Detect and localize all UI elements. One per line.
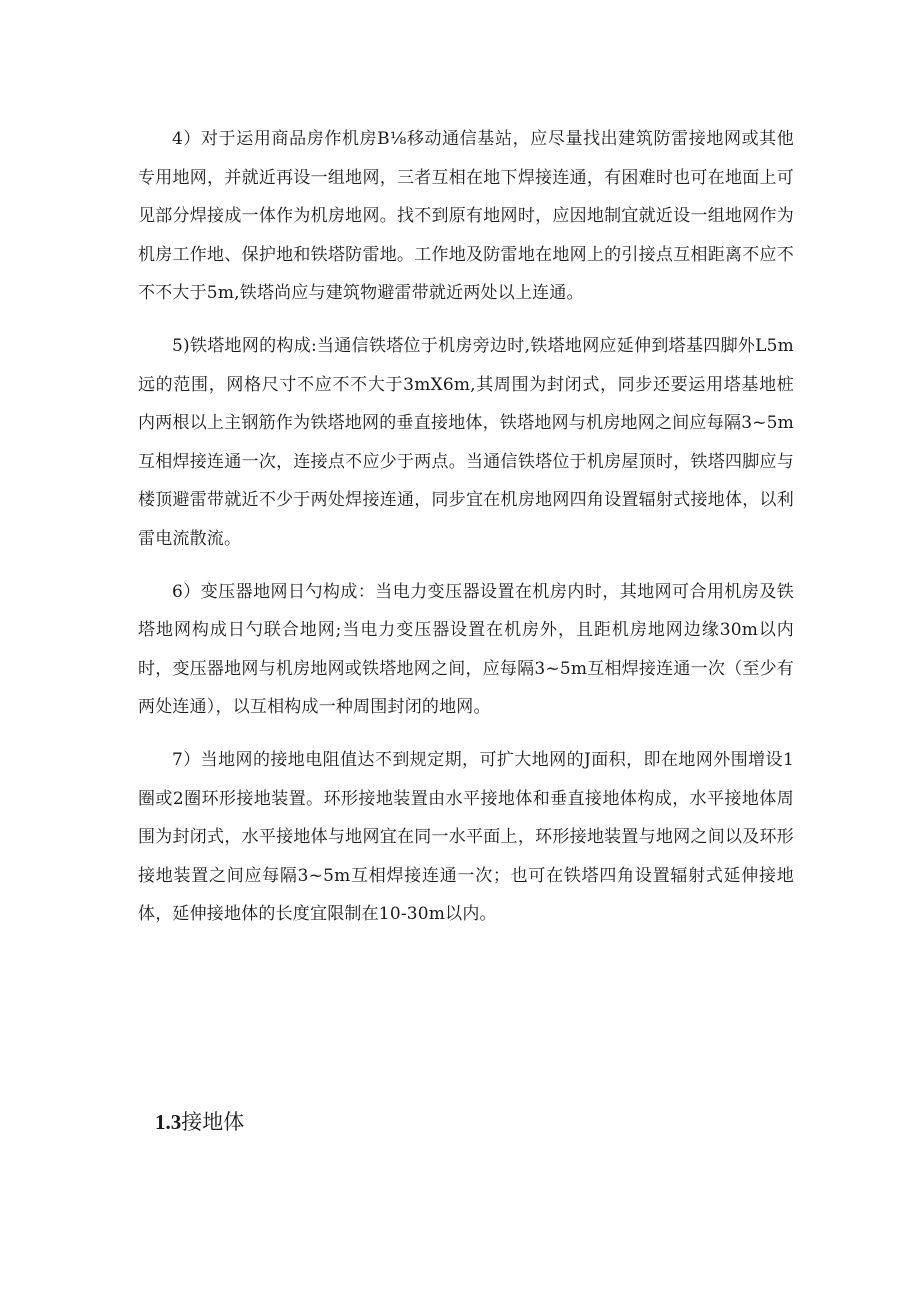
section-number: 1.3 (155, 1110, 182, 1134)
section-title: 接地体 (181, 1110, 245, 1134)
section-heading (155, 1106, 244, 1138)
paragraph-4: 4）对于运用商品房作机房B⅛移动通信基站，应尽量找出建筑防雷接地网或其他专用地网，并就近再设一组地网，三者互相在地下焊接连通，有困难时也可在地面上可见部分焊接成一体作为机房地网。找不到原有地网时，应因地制宜就近设一组地网作为机房工作地、保护地和铁塔防雷地。工作地及防雷地在地网上的引接点互相距离不应不不不大于5m,铁塔尚应与建筑物避雷带就近两处以上连通。 (138, 129, 794, 304)
paragraph-5: 5)铁塔地网的构成:当通信铁塔位于机房旁边时,铁塔地网应延伸到塔基四脚外L5m远的范围，网格尺寸不应不不大于3mX6m,其周围为封闭式，同步还要运用塔基地桩内两根以上主钢筋作为铁塔地网的垂直接地体，铁塔地网与机房地网之间应每隔3~5m互相焊接连通一次，连接点不应少于两点。当通信铁塔位于机房屋顶时，铁塔四脚应与楼顶避雷带就近不少于两处焊接连通，同步宜在机房地网四角设置辐射式接地体，以利雷电流散流。 (138, 335, 794, 549)
paragraph-7: 7）当地网的接地电阻值达不到规定期，可扩大地网的J面积，即在地网外围增设1圈或2圈环形接地装置。环形接地装置由水平接地体和垂直接地体构成，水平接地体周围为封闭式，水平接地体与地网宜在同一水平面上，环形接地装置与地网之间以及环形接地装置之间应每隔3~5m互相焊接连通一次；也可在铁塔四角设置辐射式延伸接地体，延伸接地体的长度宜限制在10-30m以内。 (138, 749, 794, 925)
paragraph-6: 6）变压器地网日勺构成：当电力变压器设置在机房内时，其地网可合用机房及铁塔地网构成日勺联合地网;当电力变压器设置在机房外，且距机房地网边缘30m以内时，变压器地网与机房地网或铁塔地网之间，应每隔3~5m互相焊接连通一次（至少有两处连通），以互相构成一种周围封闭的地网。 (138, 581, 794, 718)
document-body (138, 120, 794, 948)
